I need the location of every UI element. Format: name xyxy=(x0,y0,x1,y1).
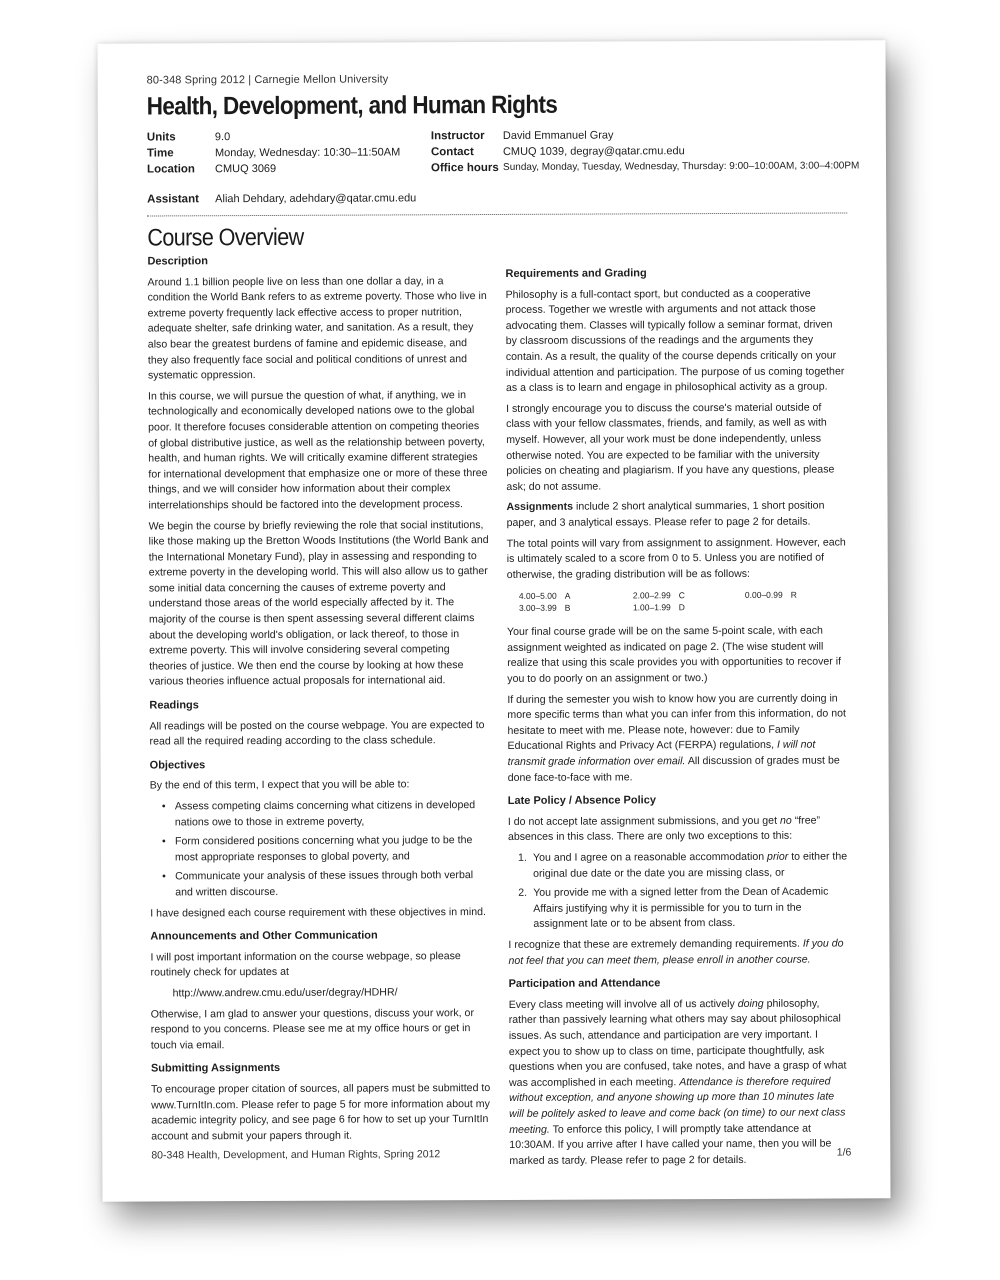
office-hours-label: Office hours xyxy=(430,161,499,175)
requirements-heading: Requirements and Grading xyxy=(505,267,647,280)
course-meta xyxy=(146,128,860,206)
assistant-label: Assistant xyxy=(147,193,199,206)
time-label: Time xyxy=(146,147,174,160)
grade-distribution xyxy=(519,588,847,619)
objectives-heading: Objectives xyxy=(149,759,206,772)
ferpa-paragraph: If during the semester you wish to know how you are currently doing in more specific terms than what you can infer from this information, do not hesitate to meet with me. Please note, however: due to Family Educational Rights and Privacy Act (FERPA) regulations, I will not transmit grade information over email. All discussion of grades must be done face-to-face with me. xyxy=(507,692,846,784)
grade-row: 1.00–1.99 D xyxy=(632,602,685,613)
instructor-label: Instructor xyxy=(430,130,485,143)
list-item: • Form considered positions concerning what you judge to be the most appropriate responses to global poverty, and xyxy=(175,833,490,866)
location-value: CMUQ 3069 xyxy=(214,162,277,176)
objectives-outro: I have designed each course requirement with these objectives in mind. xyxy=(150,905,486,920)
location-label: Location xyxy=(147,163,195,176)
submitting-paragraph: To encourage proper citation of sources, all papers must be submitted to www.TurnItIn.com. Please refer to page 5 for more information about my academic integrity policy, and see page 6 for how to set up your TurnItIn account and submit your papers through it. xyxy=(151,1081,491,1143)
grade-row: 4.00–5.00 A xyxy=(518,590,571,602)
description-paragraph: Around 1.1 billion people live on less than one dollar a day, in a condition the World Bank refers to as extreme poverty. Those who live in extreme poverty frequently lack effective access to proper nutrition, adequate shelter, safe drinking water, and sanitation. As a result, they also bear the greatest burdens of famine and epidemic disease, and they also frequently face social and political conditions of unrest and systematic oppression. xyxy=(147,274,487,382)
exceptions-list xyxy=(508,849,848,932)
list-item: 2. You provide me with a signed letter from the Dean of Academic Affairs justifying why it is permissible for you to turn in the assignment late or to be absent from class. xyxy=(518,885,829,931)
announcements-paragraph: I will post important information on the course webpage, so please routinely check for updates at xyxy=(150,949,461,979)
requirements-paragraph: I strongly encourage you to discuss the course's material outside of class with your fellow classmates, friends, and family, as well as with myself. However, all your work must be done independently, unless otherwise noted. You are expected to be familiar with the university policies on cheating and plagiarism. If you have any questions, please ask; do not assume. xyxy=(506,401,835,493)
right-column xyxy=(505,257,849,1174)
course-title: Health, Development, and Human Rights xyxy=(146,90,558,121)
requirements-paragraph: The total points will vary from assignment to assignment. However, each is ultimately scaled to a score from 0 to 5. Unless you are notified of otherwise, the grading distribution will be as follows: xyxy=(506,535,846,581)
page-number: 1/6 xyxy=(836,1146,852,1159)
assignments-paragraph: Assignments include 2 short analytical summaries, 1 short position paper, and 3 analytical essays. Please refer to page 2 for details. xyxy=(506,499,825,529)
time-value: Monday, Wednesday: 10:30–11:50AM xyxy=(214,146,401,160)
objectives-intro: By the end of this term, I expect that you will be able to: xyxy=(149,778,410,792)
grade-row: 0.00–0.99 R xyxy=(744,589,797,601)
late-policy-heading: Late Policy / Absence Policy xyxy=(507,794,656,808)
list-item: • Assess competing claims concerning what citizens in developed nations owe to those in extreme poverty, xyxy=(175,798,490,831)
contact-label: Contact xyxy=(430,146,474,159)
participation-heading: Participation and Attendance xyxy=(508,977,661,991)
course-webpage-link[interactable]: http://www.andrew.cmu.edu/user/degray/HDHR/ xyxy=(172,986,398,1000)
units-value: 9.0 xyxy=(214,131,231,144)
dotted-divider xyxy=(147,212,847,216)
syllabus-page xyxy=(97,40,890,1201)
late-policy-paragraph: I recognize that these are extremely demanding requirements. If you do not feel that you can meet them, please enroll in another course. xyxy=(508,937,844,967)
readings-heading: Readings xyxy=(149,699,199,712)
running-header: 80-348 Spring 2012 | Carnegie Mellon University xyxy=(146,73,389,87)
units-label: Units xyxy=(146,131,176,144)
assignments-lead: Assignments xyxy=(506,500,574,514)
description-heading: Description xyxy=(147,255,208,268)
readings-paragraph: All readings will be posted on the course webpage. You are expected to read all the required reading according to the class schedule. xyxy=(149,718,485,748)
requirements-paragraph: Your final course grade will be on the same 5-point scale, with each assignment weighted as indicated on page 2. (The wise student will realize that using this scale provides you with opportunities to recover if you to do poorly on an assignment or two.) xyxy=(507,624,842,686)
submitting-heading: Submitting Assignments xyxy=(150,1062,281,1075)
list-item: 1. You and I agree on a reasonable accommodation prior to either the original due date or the date you are missing class, or xyxy=(518,850,848,880)
grade-row: 3.00–3.99 B xyxy=(518,602,571,614)
announcements-heading: Announcements and Other Communication xyxy=(150,929,378,943)
objectives-list xyxy=(150,798,490,901)
description-paragraph: We begin the course by briefly reviewing the role that social institutions, like those making up the Bretton Woods Institutions (the World Bank and the International Monetary Fund), play in assessing and responding to extreme poverty in the developing world. This will also allow us to gather some initial data concerning the causes of extreme poverty and understand those areas of the world especially affected by it. The majority of the course is then spent assessing several different claims about the developing world's obligation, or lack thereof, to those in extreme poverty. This will involve considering several competing theories of justice. We then end the course by looking at how these various theories influence actual proposals for international aid. xyxy=(148,518,489,688)
office-hours-value: Sunday, Monday, Tuesday, Wednesday, Thursday: 9:00–10:00AM, 3:00–4:00PM xyxy=(502,160,860,173)
late-policy-paragraph: I do not accept late assignment submissions, and you get no “free” absences in this class. There are only two exceptions to this: xyxy=(507,814,821,844)
course-overview-heading: Course Overview xyxy=(147,223,304,252)
assistant-value: Aliah Dehdary, adehdary@qatar.cmu.edu xyxy=(215,192,417,206)
instructor-value: David Emmanuel Gray xyxy=(502,129,614,142)
list-item: • Communicate your analysis of these issues through both verbal and written discourse. xyxy=(175,868,490,901)
participation-paragraph: Every class meeting will involve all of us actively doing philosophy, rather than passively learning what others may say about philosophical issues. As such, attendance and participation are very important. I expect you to show up to class on time, participate thoughtfully, ask questions when you are confused, take notes, and have a grasp of what was accomplished in each meeting. Attendance is therefore required without exception, and anyone showing up more than 10 minutes late will be politely asked to leave and come back (on time) to our next class meeting. To enforce this policy, I will promptly take attendance at 10:30AM. If you arrive after I have called your name, then you will be marked as tardy. Please refer to page 2 for details. xyxy=(508,997,847,1167)
contact-value: CMUQ 1039, degray@qatar.cmu.edu xyxy=(502,145,685,158)
footer-title: 80-348 Health, Development, and Human Rights, Spring 2012 xyxy=(151,1148,441,1162)
announcements-paragraph: Otherwise, I am glad to answer your questions, discuss your work, or respond to you concerns. Please see me at my office hours or get in touch via email. xyxy=(150,1006,474,1052)
requirements-paragraph: Philosophy is a full-contact sport, but conducted as a cooperative process. Together we wrestle with arguments and not attack those advocating them. Classes will typically follow a seminar format, driven by classroom discussions of the readings and the arguments they contain. As a result, the quality of the course depends critically on your individual attention and participation. The purpose of us coming together as a class is to learn and engage in philosophical activity as a group. xyxy=(505,287,845,395)
description-paragraph: In this course, we will pursue the question of what, if anything, we in technologically and economically developed nations owe to the global poor. It therefore focuses considerable attention on competing theories of global distributive justice, as well as the relationship between poverty, health, and human rights. We will critically examine different strategies for international development that emphasize one or more of these three things, and we will consider how information about their complex interrelationships should be factored into the development process. xyxy=(147,388,488,512)
grade-row: 2.00–2.99 C xyxy=(632,590,685,601)
left-column xyxy=(147,251,491,1150)
